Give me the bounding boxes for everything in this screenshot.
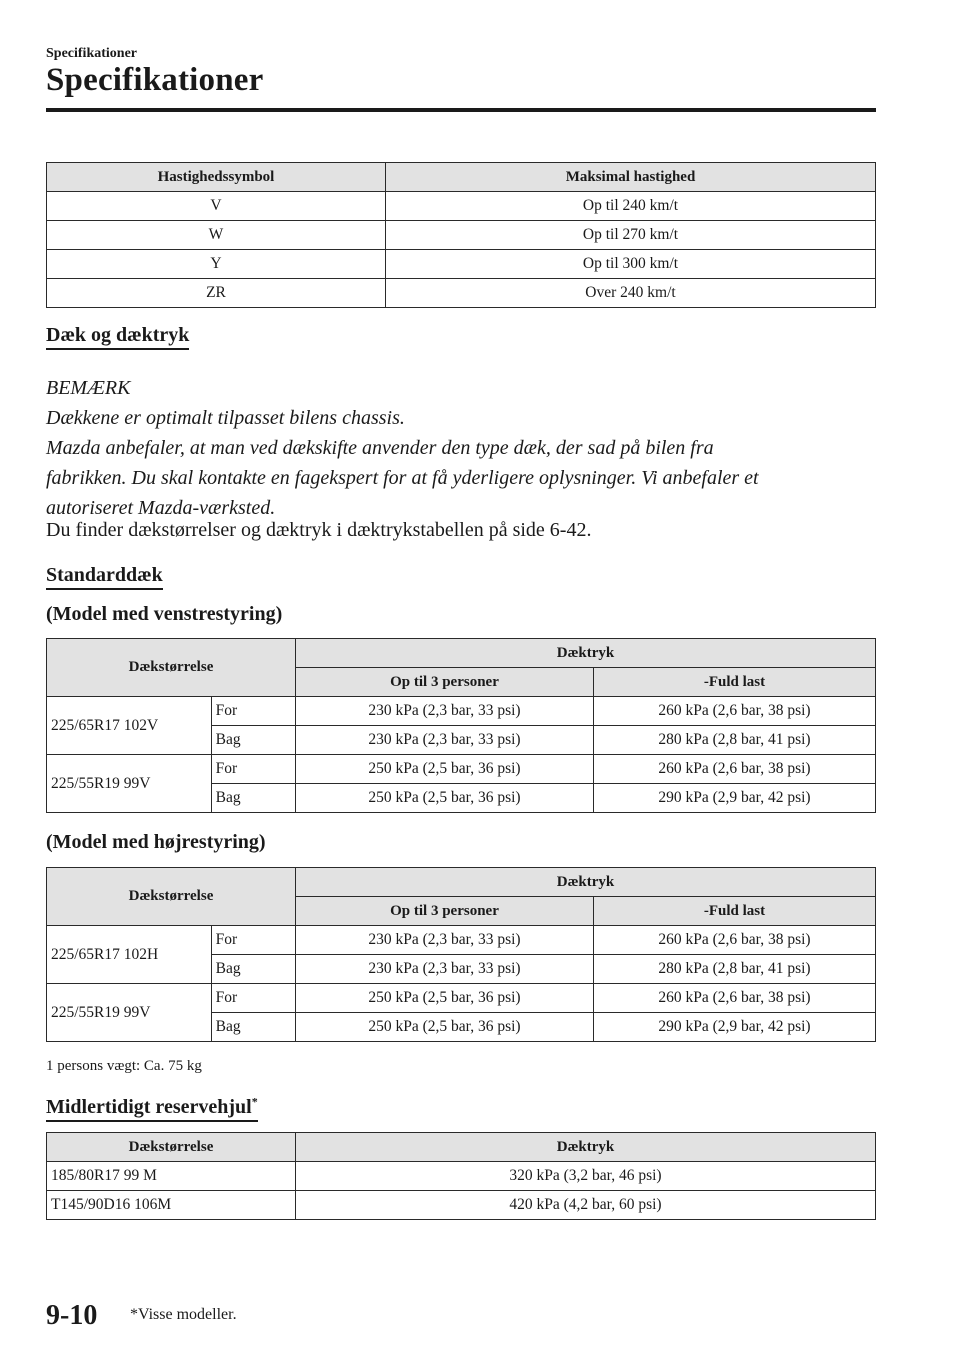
col-full-load: -Fuld last bbox=[594, 897, 876, 926]
position-cell: For bbox=[211, 755, 295, 784]
lhd-title: (Model med venstrestyring) bbox=[46, 603, 283, 625]
section-tires-title: Dæk og dæktryk bbox=[46, 324, 189, 350]
max-speed-cell: Op til 270 km/t bbox=[386, 221, 876, 250]
col-tire-size: Dækstørrelse bbox=[47, 639, 296, 697]
pressure-cell: 250 kPa (2,5 bar, 36 psi) bbox=[296, 1013, 594, 1042]
speed-symbol-table bbox=[46, 162, 876, 308]
pressure-cell: 250 kPa (2,5 bar, 36 psi) bbox=[296, 755, 594, 784]
col-tire-size: Dækstørrelse bbox=[47, 868, 296, 926]
pressure-cell: 230 kPa (2,3 bar, 33 psi) bbox=[296, 697, 594, 726]
footer-note: *Visse modeller. bbox=[130, 1306, 237, 1323]
table-header-row bbox=[47, 639, 876, 668]
note-line: Mazda anbefaler, at man ved dækskifte anvender den type dæk, der sad på bilen fra bbox=[46, 437, 714, 459]
speed-symbol-cell: Y bbox=[47, 250, 386, 279]
pressure-cell: 290 kPa (2,9 bar, 42 psi) bbox=[594, 1013, 876, 1042]
table-row bbox=[47, 755, 876, 784]
position-cell: For bbox=[211, 984, 295, 1013]
table-header-row bbox=[47, 868, 876, 897]
note-label: BEMÆRK bbox=[46, 377, 131, 399]
tire-size-cell: 185/80R17 99 M bbox=[47, 1162, 296, 1191]
section-standard bbox=[46, 564, 163, 587]
section-spare-title bbox=[46, 1096, 258, 1122]
pressure-cell: 230 kPa (2,3 bar, 33 psi) bbox=[296, 955, 594, 984]
col-speed-symbol: Hastighedssymbol bbox=[47, 163, 386, 192]
section-standard-title: Standarddæk bbox=[46, 564, 163, 590]
rhd-pressure-table bbox=[46, 867, 876, 1042]
col-up-to-3: Op til 3 personer bbox=[296, 897, 594, 926]
position-cell: For bbox=[211, 697, 295, 726]
pressure-cell: 260 kPa (2,6 bar, 38 psi) bbox=[594, 755, 876, 784]
pressure-cell: 230 kPa (2,3 bar, 33 psi) bbox=[296, 726, 594, 755]
pressure-cell: 260 kPa (2,6 bar, 38 psi) bbox=[594, 926, 876, 955]
table-row bbox=[47, 250, 876, 279]
pressure-cell: 280 kPa (2,8 bar, 41 psi) bbox=[594, 726, 876, 755]
optional-mark: * bbox=[251, 1094, 258, 1108]
col-pressure: Dæktryk bbox=[296, 1133, 876, 1162]
pressure-cell: 290 kPa (2,9 bar, 42 psi) bbox=[594, 784, 876, 813]
speed-symbol-cell: ZR bbox=[47, 279, 386, 308]
table-row bbox=[47, 279, 876, 308]
section-spare bbox=[46, 1094, 258, 1119]
pressure-cell: 230 kPa (2,3 bar, 33 psi) bbox=[296, 926, 594, 955]
page-number: 9-10 bbox=[46, 1300, 98, 1331]
pressure-cell: 280 kPa (2,8 bar, 41 psi) bbox=[594, 955, 876, 984]
table-row bbox=[47, 221, 876, 250]
table-header-row bbox=[47, 1133, 876, 1162]
table-row bbox=[47, 192, 876, 221]
max-speed-cell: Op til 240 km/t bbox=[386, 192, 876, 221]
weight-footnote: 1 persons vægt: Ca. 75 kg bbox=[46, 1058, 202, 1074]
table-row bbox=[47, 984, 876, 1013]
position-cell: Bag bbox=[211, 726, 295, 755]
running-header: Specifikationer bbox=[46, 46, 137, 61]
col-up-to-3: Op til 3 personer bbox=[296, 668, 594, 697]
tire-size-cell: 225/55R19 99V bbox=[47, 755, 212, 813]
spare-title-text: Midlertidigt reservehjul bbox=[46, 1095, 252, 1118]
lhd-pressure-table bbox=[46, 638, 876, 813]
note-block bbox=[46, 373, 876, 523]
speed-symbol-cell: W bbox=[47, 221, 386, 250]
spare-tire-table bbox=[46, 1132, 876, 1220]
body-paragraph: Du finder dækstørrelser og dæktryk i dæktrykstabellen på side 6-42. bbox=[46, 519, 592, 541]
col-pressure: Dæktryk bbox=[296, 868, 876, 897]
pressure-cell: 250 kPa (2,5 bar, 36 psi) bbox=[296, 984, 594, 1013]
tire-size-cell: 225/65R17 102V bbox=[47, 697, 212, 755]
position-cell: Bag bbox=[211, 1013, 295, 1042]
position-cell: Bag bbox=[211, 955, 295, 984]
col-max-speed: Maksimal hastighed bbox=[386, 163, 876, 192]
max-speed-cell: Over 240 km/t bbox=[386, 279, 876, 308]
position-cell: For bbox=[211, 926, 295, 955]
table-row bbox=[47, 1162, 876, 1191]
tire-size-cell: T145/90D16 106M bbox=[47, 1191, 296, 1220]
tire-size-cell: 225/55R19 99V bbox=[47, 984, 212, 1042]
col-full-load: -Fuld last bbox=[594, 668, 876, 697]
col-tire-size: Dækstørrelse bbox=[47, 1133, 296, 1162]
note-line: Dækkene er optimalt tilpasset bilens chassis. bbox=[46, 407, 405, 429]
pressure-cell: 250 kPa (2,5 bar, 36 psi) bbox=[296, 784, 594, 813]
max-speed-cell: Op til 300 km/t bbox=[386, 250, 876, 279]
header-rule bbox=[46, 108, 876, 112]
pressure-cell: 320 kPa (3,2 bar, 46 psi) bbox=[296, 1162, 876, 1191]
table-row bbox=[47, 697, 876, 726]
page-title: Specifikationer bbox=[46, 62, 264, 98]
position-cell: Bag bbox=[211, 784, 295, 813]
table-header-row bbox=[47, 163, 876, 192]
rhd-title: (Model med højrestyring) bbox=[46, 831, 266, 853]
pressure-cell: 260 kPa (2,6 bar, 38 psi) bbox=[594, 697, 876, 726]
note-line: fabrikken. Du skal kontakte en fagekspert for at få yderligere oplysninger. Vi anbefaler et bbox=[46, 467, 759, 489]
table-row bbox=[47, 1191, 876, 1220]
pressure-cell: 420 kPa (4,2 bar, 60 psi) bbox=[296, 1191, 876, 1220]
col-pressure: Dæktryk bbox=[296, 639, 876, 668]
pressure-cell: 260 kPa (2,6 bar, 38 psi) bbox=[594, 984, 876, 1013]
table-row bbox=[47, 926, 876, 955]
note-line: autoriseret Mazda-værksted. bbox=[46, 497, 276, 519]
speed-symbol-cell: V bbox=[47, 192, 386, 221]
section-tires bbox=[46, 324, 189, 347]
tire-size-cell: 225/65R17 102H bbox=[47, 926, 212, 984]
